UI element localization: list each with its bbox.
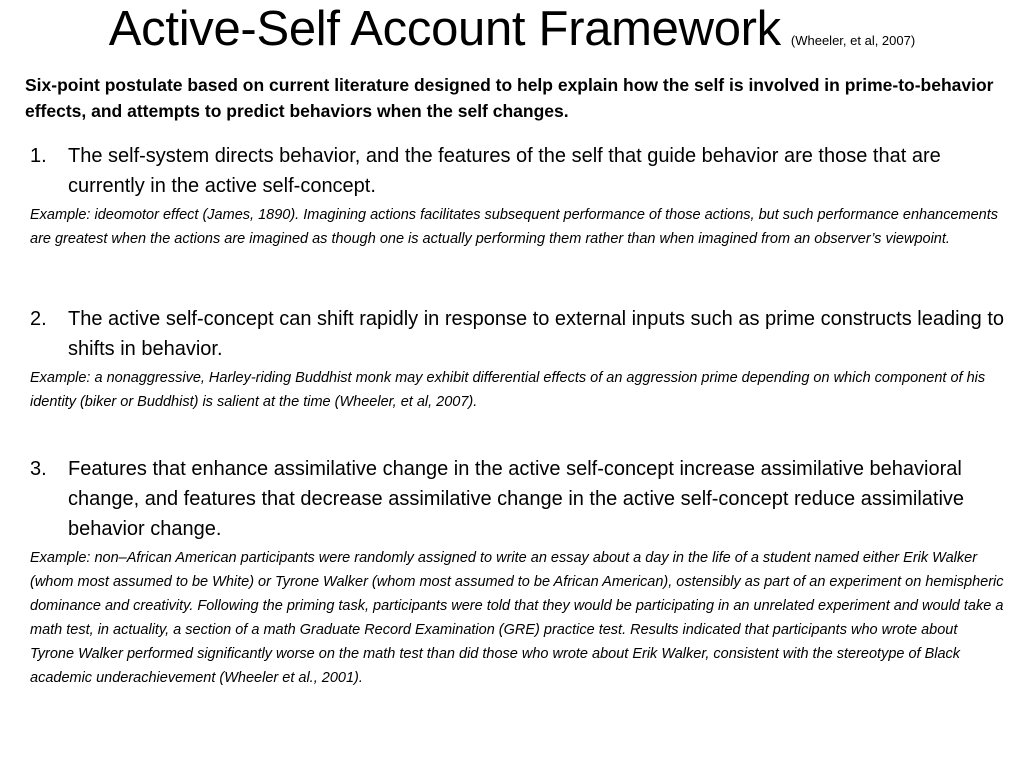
postulate-item <box>30 141 1005 251</box>
postulate-number: 2. <box>30 308 47 330</box>
postulate-number: 1. <box>30 145 47 167</box>
title-row <box>0 0 1024 58</box>
postulate-text: The active self-concept can shift rapidly in response to external inputs such as prime constructs leading to shifts in behavior. <box>68 308 1005 360</box>
postulate-number: 3. <box>30 458 47 480</box>
postulate-item <box>30 454 1005 690</box>
slide-title: Active-Self Account Framework <box>108 2 781 56</box>
postulate-example: Example: ideomotor effect (James, 1890). Imagining actions facilitates subsequent performance of those actions, but such performance enhancements are greatest when the actions are imagined as though one is actually performing them rather than when imagined from an observer’s viewpoint. <box>30 207 998 247</box>
postulate-text: Features that enhance assimilative change in the active self-concept increase assimilative behavioral change, and features that decrease assimilative change in the active self-concept reduce assimilative behavior change. <box>68 458 965 540</box>
postulate-heading <box>30 304 1005 364</box>
postulate-heading <box>30 454 1005 544</box>
postulate-item <box>30 304 1005 414</box>
postulate-example: Example: a nonaggressive, Harley-riding Buddhist monk may exhibit differential effects of an aggression prime depending on which component of his identity (biker or Buddhist) is salient at the time (Wheeler, et al, 2007). <box>30 370 986 410</box>
title-citation: (Wheeler, et al, 2007) <box>790 33 916 48</box>
slide-subtitle: Six-point postulate based on current literature designed to help explain how the self is involved in prime-to-behavior effects, and attempts to predict behaviors when the self changes. <box>25 75 994 121</box>
postulate-text: The self-system directs behavior, and the features of the self that guide behavior are those that are currently in the active self-concept. <box>68 145 941 197</box>
postulate-example: Example: non–African American participants were randomly assigned to write an essay about a day in the life of a student named either Erik Walker (whom most assumed to be White) or Tyrone Walker (whom most assumed to be African American), ostensibly as part of an experiment on hemispheric dominance and creativity. Following the priming task, participants were told that they would be participating in an unrelated experiment and would take a math test, in actuality, a section of a math Graduate Record Examination (GRE) practice test. Results indicated that participants who wrote about Tyrone Walker performed significantly worse on the math test than did those who wrote about Erik Walker, consistent with the stereotype of Black academic underachievement (Wheeler et al., 2001). <box>30 550 1004 686</box>
postulate-heading <box>30 141 1005 201</box>
